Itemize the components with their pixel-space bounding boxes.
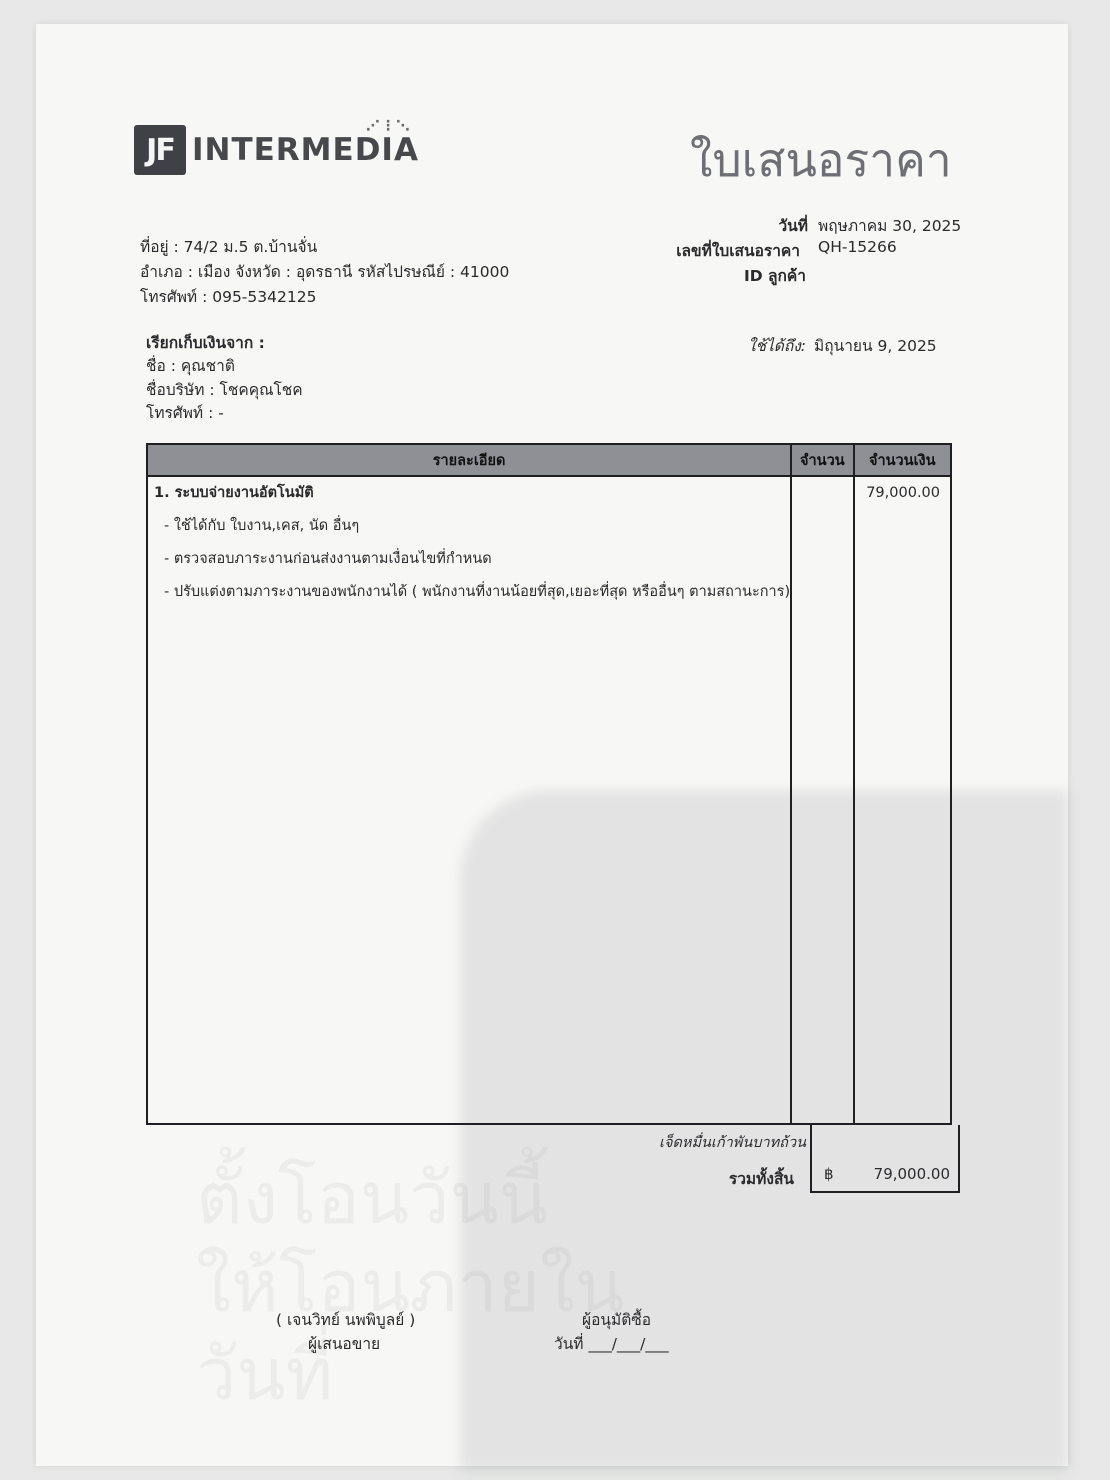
approver-date: วันที่ ___/___/___ — [554, 1335, 669, 1353]
item-detail-1: - ใช้ได้กับ ใบงาน,เคส, นัด อื่นๆ — [164, 518, 360, 534]
document-title: ใบเสนอราคา — [690, 133, 952, 187]
valid-until-label: ใช้ได้ถึง: — [747, 337, 806, 355]
quote-number-value: QH-15266 — [818, 238, 897, 256]
item-amount: 79,000.00 — [866, 485, 940, 501]
bill-to-name: ชื่อ : คุณชาติ — [146, 357, 235, 375]
quote-number-label: เลขที่ใบเสนอราคา — [676, 242, 800, 260]
valid-until-value: มิถุนายน 9, 2025 — [814, 337, 937, 355]
item-title: 1. ระบบจ่ายงานอัตโนมัติ — [154, 485, 314, 501]
company-phone: โทรศัพท์ : 095-5342125 — [140, 288, 317, 306]
header-quantity: จำนวน — [791, 444, 853, 476]
photo-shadow — [460, 790, 1068, 1470]
logo-text: INTERMEDIA — [192, 132, 419, 168]
bill-to-company: ชื่อบริษัท : โชคคุณโชค — [146, 381, 303, 399]
grand-total-label: รวมทั้งสิ้น — [728, 1170, 794, 1188]
item-detail-3: - ปรับแต่งตามภาระงานของพนักงานได้ ( พนักงานที่งานน้อยที่สุด,เยอะที่สุด หรืออื่นๆ ตามสถานะการ) — [164, 584, 791, 600]
seller-name: ( เจนวิทย์ นพพิบูลย์ ) — [276, 1311, 416, 1329]
spark-icon: ⋰⋮⋱ — [365, 118, 411, 134]
currency-symbol: ฿ — [824, 1165, 834, 1183]
company-address-line1: ที่อยู่ : 74/2 ม.5 ต.บ้านจั่น — [140, 238, 318, 256]
grand-total-value: 79,000.00 — [873, 1165, 950, 1183]
customer-id-label: ID ลูกค้า — [744, 267, 806, 285]
table-header-row — [147, 444, 951, 476]
date-value: พฤษภาคม 30, 2025 — [818, 217, 962, 235]
item-detail-2: - ตรวจสอบภาระงานก่อนส่งงานตามเงื่อนไขที่กำหนด — [164, 551, 492, 567]
seller-role: ผู้เสนอขาย — [308, 1335, 381, 1353]
company-logo — [134, 118, 419, 176]
bill-to-heading: เรียกเก็บเงินจาก : — [146, 334, 265, 352]
header-amount: จำนวนเงิน — [854, 444, 951, 476]
company-address-line2: อำเภอ : เมือง จังหวัด : อุดรธานี รหัสไปรษณีย์ : 41000 — [140, 263, 510, 281]
approver-role: ผู้อนุมัติซื้อ — [582, 1311, 652, 1329]
amount-in-words: เจ็ดหมื่นเก้าพันบาทถ้วน — [659, 1135, 806, 1151]
header-description: รายละเอียด — [147, 444, 791, 476]
logo-wordmark — [192, 118, 419, 168]
logo-mark: JF — [134, 125, 186, 175]
bill-to-phone: โทรศัพท์ : - — [146, 404, 224, 422]
date-label: วันที่ — [778, 217, 808, 235]
